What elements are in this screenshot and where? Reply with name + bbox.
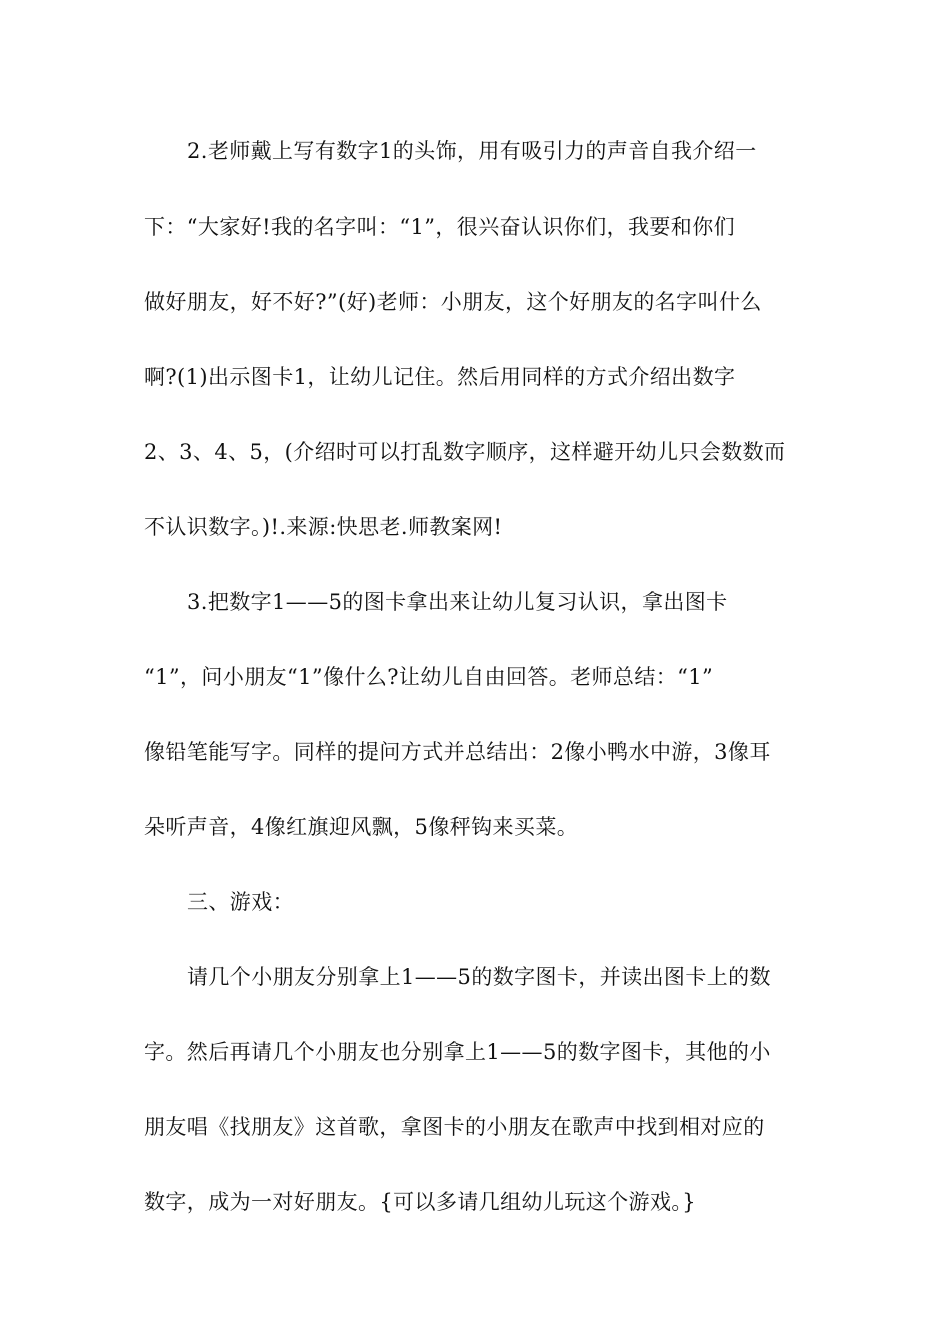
text-line: 数字，成为一对好朋友。{可以多请几组幼儿玩这个游戏。} — [144, 1190, 697, 1214]
text-line: 朋友唱《找朋友》这首歌，拿图卡的小朋友在歌声中找到相对应的 — [144, 1115, 765, 1139]
text-line: 3.把数字1——5的图卡拿出来让幼儿复习认识，拿出图卡 — [187, 590, 728, 614]
text-line: 2.老师戴上写有数字1的头饰，用有吸引力的声音自我介绍一 — [187, 139, 757, 163]
text-line: 请几个小朋友分别拿上1——5的数字图卡，并读出图卡上的数 — [187, 965, 771, 989]
text-line: 下：“大家好!我的名字叫：“1”，很兴奋认识你们，我要和你们 — [144, 215, 736, 239]
text-line: 做好朋友，好不好?”(好)老师：小朋友，这个好朋友的名字叫什么 — [144, 290, 762, 314]
text-line: 啊?(1)出示图卡1，让幼儿记住。然后用同样的方式介绍出数字 — [144, 365, 736, 389]
text-line: 字。然后再请几个小朋友也分别拿上1——5的数字图卡，其他的小 — [144, 1040, 771, 1064]
text-line: “1”，问小朋友“1”像什么?让幼儿自由回答。老师总结：“1” — [144, 665, 714, 689]
text-line: 朵听声音，4像红旗迎风飘，5像秤钩来买菜。 — [144, 815, 579, 839]
section-heading: 三、游戏： — [187, 890, 294, 914]
text-line: 2、3、4、5，(介绍时可以打乱数字顺序，这样避开幼儿只会数数而 — [144, 440, 786, 464]
text-line: 像铅笔能写字。同样的提问方式并总结出：2像小鸭水中游，3像耳 — [144, 740, 771, 764]
text-line: 不认识数字。)!.来源:快思老.师教案网! — [144, 515, 503, 539]
